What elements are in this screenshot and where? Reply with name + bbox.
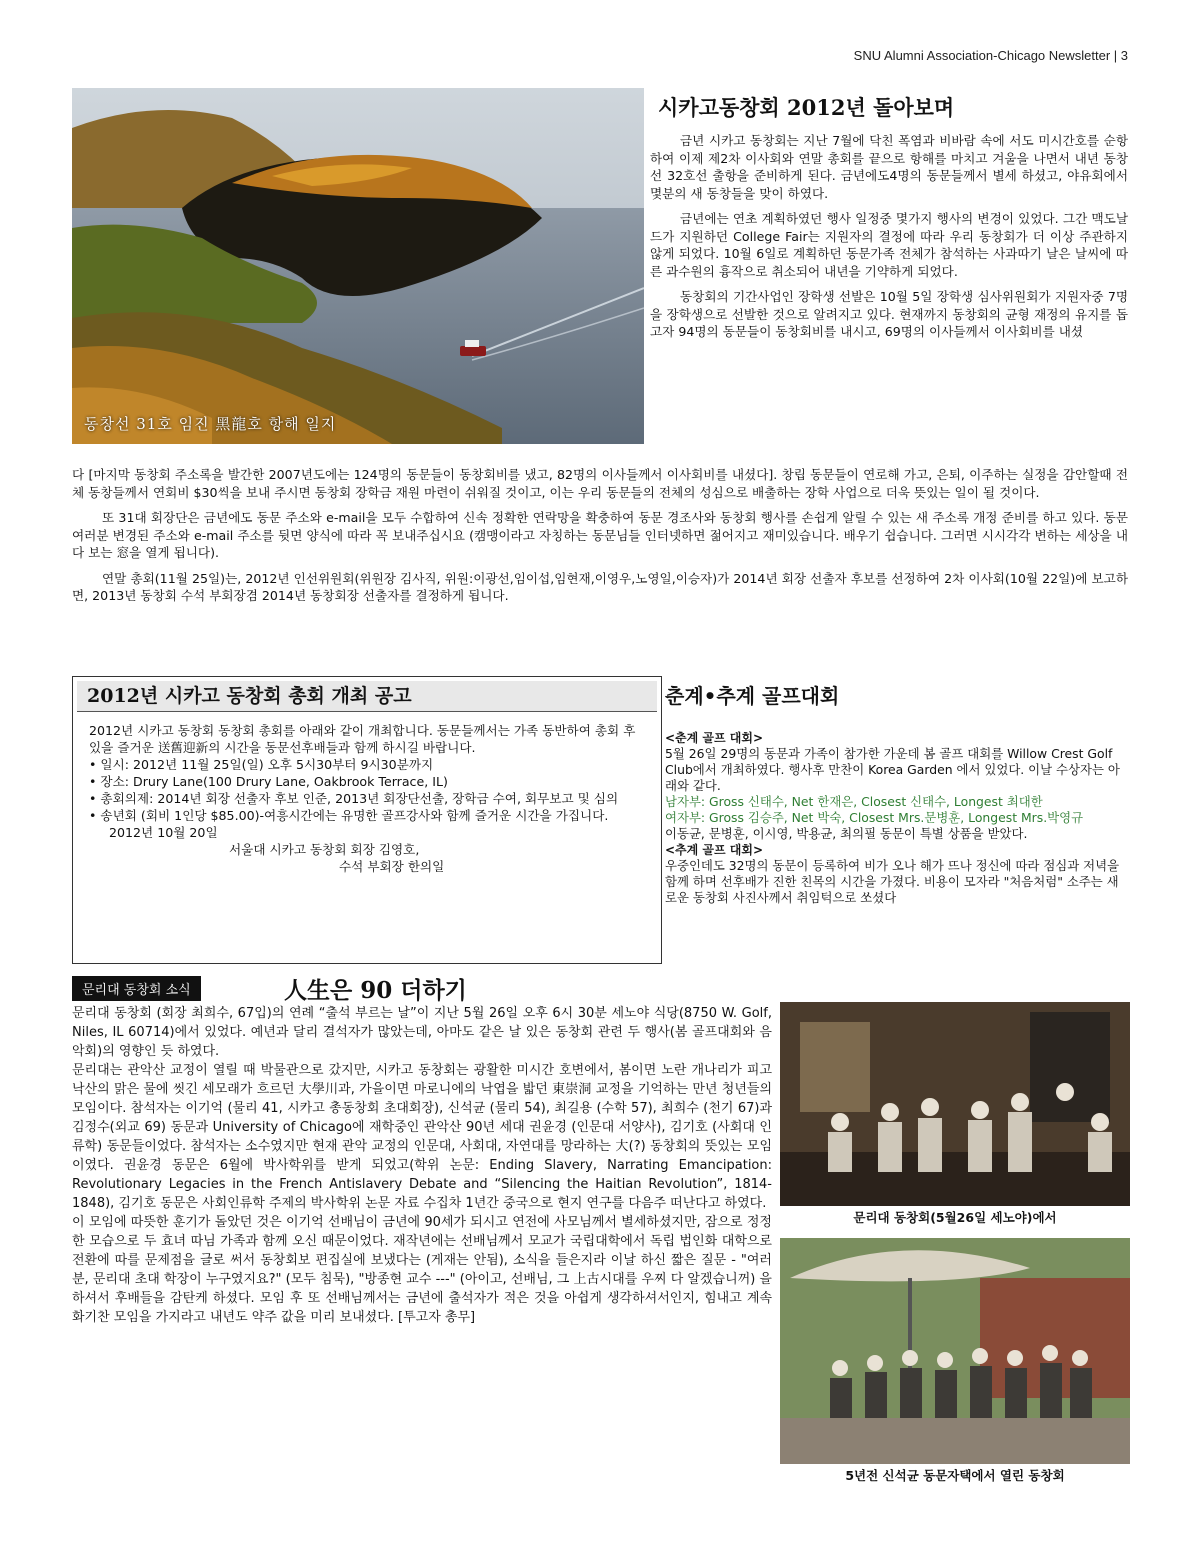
article-paragraph: 연말 총회(11월 25일)는, 2012년 인선위원회(위원장 김사직, 위원:이광선,임이섭,임현재,이영우,노영일,이승자)가 2014년 회장 선출자 후보를 선정하여 2차 이사회(10월 22일)에 보고하면, 2013년 동창회 수석 부회장겸 2014년 동창회장 선출자를 결정하게 됩니다. (72, 570, 1128, 603)
group-photo-image (780, 1002, 1130, 1230)
notice-title: 2012년 시카고 동창회 총회 개최 공고 (77, 681, 657, 712)
notice-signature: 서울대 시카고 동창회 회장 김영호, (229, 842, 420, 857)
lake-boat-photo (72, 88, 644, 444)
notice-date: 2012년 10월 20일 (109, 825, 218, 840)
golf-subhead: <춘계 골프 대회> (665, 731, 764, 745)
photo-caption: 5년전 신석균 동문자택에서 열린 동창회 (780, 1464, 1130, 1488)
munridae-article (72, 1004, 772, 1327)
photo-caption: 동창선 31호 임진 黑龍호 항해 일지 (84, 415, 337, 433)
notice-item: • 장소: Drury Lane(100 Drury Lane, Oakbrook Terrace, IL) (89, 774, 448, 789)
notice-item: • 송년회 (회비 1인당 $85.00)-여흥시간에는 유명한 골프강사와 함께 즐거운 시간을 가집니다. (89, 808, 609, 823)
meeting-notice-box (72, 676, 662, 964)
golf-text: 이동균, 문병훈, 이시영, 박용균, 최의필 동문이 특별 상품을 받았다. (665, 826, 1028, 841)
golf-winners-men: 남자부: Gross 신태수, Net 한재은, Closest 신태수, Longest 최대한 (665, 794, 1043, 809)
article-right-column (650, 132, 1128, 341)
group-photo-image (780, 1238, 1130, 1488)
golf-text: 5월 26일 29명의 동문과 가족이 참가한 가운데 봄 골프 대회를 Willow Crest Golf Club에서 개최하였다. 행사후 만찬이 Korea Garden 에서 있었다. 이날 수상자는 아래와 같다. (665, 746, 1120, 793)
article-paragraph: 또 31대 회장단은 금년에도 동문 주소와 e-mail을 모두 수합하여 신속 정확한 연락망을 확충하여 동문 경조사와 동창회 행사를 손쉽게 알릴 수 있는 새 주소록 개정 준비를 하고 있다. 동문 여러분 변경된 주소와 e-mail 주소를 뒷면 양식에 따라 꼭 보내주십시요 (캠맹이라고 자칭하는 동문님들 인터넷하면 젊어지고 재미있습니다. 배우기 쉽습니다. 그러면 시시각각 변하는 세상을 내다 보는 窓을 열게 됩니다). (72, 510, 1128, 560)
golf-title: 춘계•추계 골프대회 (665, 684, 840, 708)
newsletter-header: SNU Alumni Association-Chicago Newsletter | 3 (853, 48, 1128, 63)
lake-boat-image (72, 88, 644, 444)
golf-subhead: <추계 골프 대회> (665, 843, 764, 857)
notice-intro: 2012년 시카고 동창회 동창회 총회를 아래와 같이 개최합니다. 동문들께서는 가족 동반하여 총회 후 있을 즐거운 送舊迎新의 시간을 동문선후배들과 함께 하시길 바랍니다. (89, 723, 636, 755)
munridae-title: 人生은 90 더하기 (284, 977, 467, 1004)
golf-article (665, 730, 1127, 906)
notice-signature: 수석 부회장 한의일 (339, 859, 445, 874)
article-paragraph: 다 [마지막 동창회 주소록을 발간한 2007년도에는 124명의 동문들이 동창회비를 냈고, 82명의 이사들께서 이사회비를 내셨다]. 창립 동문들이 연로해 가고, 은퇴, 이주하는 실정을 감안할때 전체 동창들께서 연회비 $30씩을 보내 주시면 동창회 장학금 재원 마련이 쉬워질 것이고, 이는 우리 동문들의 전체의 성심으로 배출하는 장학 사업으로 더욱 뜻있는 일이 될 것이다. (72, 467, 1128, 500)
group-photo-backyard (780, 1238, 1130, 1488)
photo-caption: 문리대 동창회(5월26일 세노야)에서 (780, 1206, 1130, 1230)
notice-body (73, 716, 661, 875)
article-paragraph: 동창회의 기간사업인 장학생 선발은 10월 5일 장학생 심사위원회가 지원자중 7명을 장학생으로 선발한 것으로 알려지고 있다. 현재까지 동창회의 균형 재정의 유지를 돕고자 94명의 동문들이 동창회비를 내시고, 69명의 이사들께서 이사회비를 내셨 (650, 289, 1128, 339)
article-paragraph: 이 모임에 따뜻한 훈기가 돌았던 것은 이기억 선배님이 금년에 90세가 되시고 연전에 사모님께서 별세하셨지만, 잠으로 정정한 모습으로 두 효녀 따님 가족과 함께 오신 때문이었다. 재작년에는 선배님께서 모교가 국립대학에서 독립 법인화 대학으로 전환에 따를 문제점을 글로 써서 동창회보 편집실에 보냈다는 (게재는 안됨), 소식을 들은지라 이날 하신 짧은 질문 - "여러분, 문리대 초대 학장이 누구였지요?" (모두 침묵), "방종현 교수 ---" (아이고, 선배님, 그 上古시대를 우찌 다 알겠습니꺼) 을 하셔서 후배들을 감탄케 하셨다. 모임 후 또 선배님께서는 금년에 출석자가 적은 것을 아쉽게 생각하셔서인지, 힘내고 계속 화기찬 모임을 가지라고 내년도 약주 값을 미리 보내셨다. [투고자 총무] (72, 1215, 772, 1325)
notice-item: • 총회의제: 2014년 회장 선출자 후보 인준, 2013년 회장단선출, 장학금 수여, 회무보고 및 심의 (89, 791, 619, 806)
article-full-column (72, 466, 1128, 613)
article-paragraph: 문리대는 관악산 교정이 열릴 때 박물관으로 갔지만, 시카고 동창회는 광활한 미시간 호변에서, 봄이면 노란 개나리가 피고 낙산의 맑은 물에 씻긴 세모래가 흐르던 大學川과, 가을이면 마로니에의 낙엽을 밟던 東崇洞 교정을 기억하는 만년 청년들의 모임이다. 참석자는 이기억 (물리 41, 시카고 총동창회 초대회장), 신석균 (물리 54), 최길용 (수학 57), 최희수 (천기 67)과 김정수(외교 69) 동문과 University of Chicago에 재학중인 관악산 90년 세대 권윤경 (인문대 서양사), 김기호 (사회대 인류학) 동문들이었다. 참석자는 소수였지만 현재 관악 교정의 인문대, 사회대, 자연대를 망라하는 大(?) 동창회의 뜻있는 모임이였다. 권윤경 동문은 6월에 박사학위를 받게 되었고(학위 논문: Ending Slavery, Narrating Emancipation: Revolutionary Legacies in the French Antislavery Debate and “Silencing the Haitian Revolution”, 1814-1848), 김기호 동문은 사회인류학 주제의 박사학위 논문 자료 수집차 1년간 중국으로 현지 연구를 다음주 떠난다고 하였다. (72, 1063, 772, 1211)
article-title: 시카고동창회 2012년 돌아보며 (658, 95, 955, 120)
golf-text: 우중인데도 32명의 동문이 등록하여 비가 오나 해가 뜨나 정신에 따라 점심과 저녁을 함께 하며 선후배가 진한 친목의 시간을 가졌다. 비용이 모자라 "처음처럼" 소주는 새로운 동창회 사진사께서 취임턱으로 쏘셨다 (665, 858, 1120, 905)
section-badge: 문리대 동창회 소식 (72, 976, 201, 1001)
golf-winners-women: 여자부: Gross 김승주, Net 박숙, Closest Mrs.문병훈, Longest Mrs.박영규 (665, 810, 1084, 825)
notice-item: • 일시: 2012년 11월 25일(일) 오후 5시30부터 9시30분까지 (89, 757, 434, 772)
article-paragraph: 금년 시카고 동창회는 지난 7월에 닥친 폭염과 비바람 속에 서도 미시간호를 순항하여 이제 제2차 이사회와 연말 총회를 끝으로 항해를 마치고 겨울을 나면서 내년 동창선 32호선 출항을 준비하게 된다. 금년에도4명의 동문들께서 별세 하셨고, 야유회에서 몇분의 새 동창들을 맞이 하였다. (650, 133, 1128, 201)
article-paragraph: 문리대 동창회 (회장 최희수, 67입)의 연례 “출석 부르는 날”이 지난 5월 26일 오후 6시 30분 세노야 식당(8750 W. Golf, Niles, IL 60714)에서 있었다. 예년과 달리 결석자가 많았는데, 아마도 같은 날 있은 동창회 관련 두 행사(봄 골프대회와 음악회)의 영향인 듯 하였다. (72, 1006, 772, 1059)
article-paragraph: 금년에는 연초 계획하였던 행사 일정중 몇가지 행사의 변경이 있었다. 그간 맥도날드가 지원하던 College Fair는 지원자의 결정에 따라 우리 동창회가 더 이상 주관하지 않게 되었다. 10월 6일로 계획하던 동문가족 전체가 참석하는 사과따기 날은 날씨에 따른 과수원의 흉작으로 취소되어 내년을 기약하게 되었다. (650, 211, 1128, 279)
group-photo-restaurant (780, 1002, 1130, 1230)
